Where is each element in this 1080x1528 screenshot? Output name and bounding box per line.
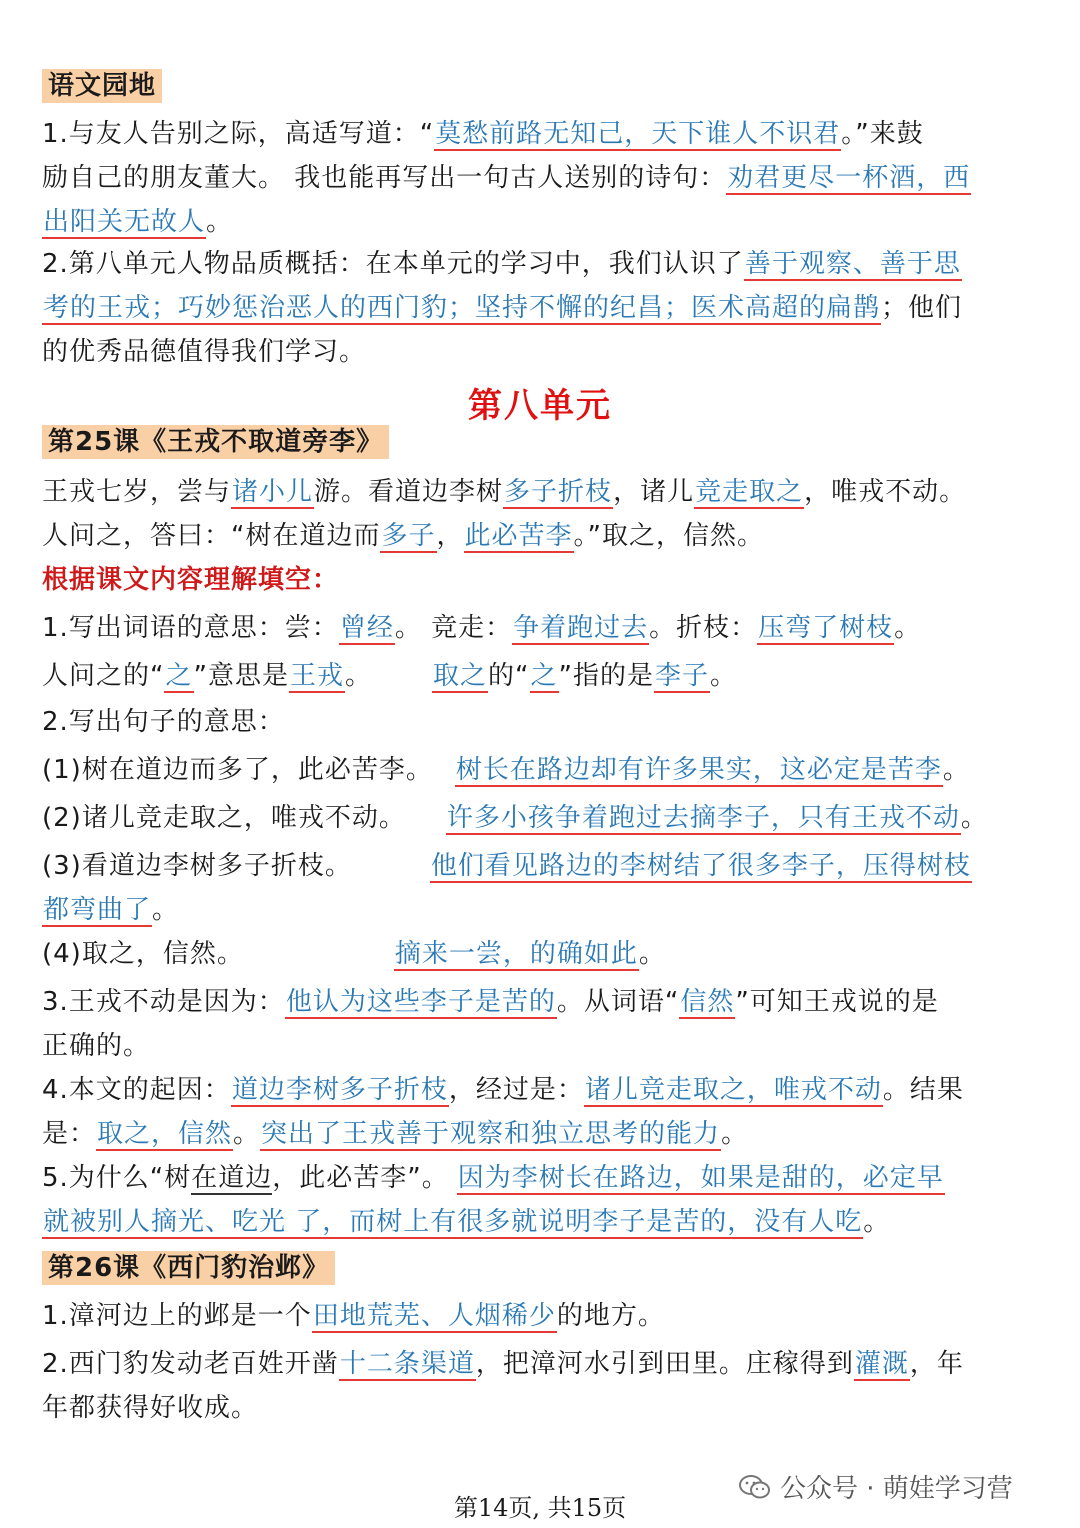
- lesson-25-heading-block: [42, 420, 1038, 464]
- fill-title: 根据课文内容理解填空：: [42, 565, 340, 595]
- lesson-26-heading-block: [42, 1246, 1038, 1290]
- fill-title-block: [42, 558, 1038, 602]
- watermark-text: 公众号 · 萌娃学习营: [780, 1474, 1013, 1504]
- answer: 莫愁前路无知己，天下谁人不识君: [435, 119, 841, 149]
- lesson-heading: 第26课《西门豹治邺》: [42, 1251, 335, 1285]
- lesson-25-q2: 2.写出句子的意思：: [42, 707, 285, 737]
- section-heading: 语文园地: [42, 69, 162, 103]
- lesson-25-q3: 3.王戎不动是因为：他认为这些李子是苦的。从词语“信然”可知王戎说的是 正确的。: [42, 987, 939, 1061]
- unit-title: 第八单元: [468, 386, 612, 426]
- answer: 出阳关无故人: [43, 207, 206, 237]
- sentence-2: (2)诸儿竞走取之，唯戎不动。 许多小孩争着跑过去摘李子，只有王戎不动。: [42, 803, 988, 833]
- sentence-3: (3)看道边李树多子折枝。 他们看见路边的李树结了很多李子，压得树枝 都弯曲了。: [42, 851, 971, 925]
- lesson-25-q1: 1.写出词语的意思：尝：曾经。 竞走：争着跑过去。折枝：压弯了树枝。 人问之的“之”意思是王戎。 取之的“之”指的是李子。: [42, 613, 922, 691]
- lesson-25-q5: 5.为什么“树在道边，此必苦李”。 因为李树长在路边，如果是甜的，必定早 就被别人摘光、吃光 了，而树上有很多就说明李子是苦的，没有人吃。: [42, 1163, 944, 1237]
- section-yuwen-yuandi: [42, 64, 1038, 108]
- lesson-25-text: 王戎七岁，尝与诸小儿游。看道边李树多子折枝，诸儿竞走取之，唯戎不动。 人问之，答曰：“树在道边而多子，此必苦李。”取之，信然。: [42, 477, 967, 551]
- lesson-26-q1: 1.漳河边上的邺是一个田地荒芜、人烟稀少的地方。: [42, 1301, 665, 1331]
- answer: 考的王戎；巧妙惩治恶人的西门豹；坚持不懈的纪昌；医术高超的扁鹊: [43, 293, 881, 323]
- sentence-4: (4)取之，信然。 摘来一尝，的确如此。: [42, 939, 666, 969]
- lesson-26-q2: 2.西门豹发动老百姓开凿十二条渠道，把漳河水引到田里。庄稼得到灌溉，年 年都获得好收成。: [42, 1349, 964, 1423]
- question-2: 2.第八单元人物品质概括：在本单元的学习中，我们认识了善于观察、善于思 考的王戎；巧妙惩治恶人的西门豹；坚持不懈的纪昌；医术高超的扁鹊；他们 的优秀品德值得我们学习。: [42, 249, 963, 367]
- sentence-1: (1)树在道边而多了，此必苦李。 树长在路边却有许多果实，这必定是苦李。: [42, 755, 970, 785]
- lesson-25-q4: 4.本文的起因：道边李树多子折枝，经过是：诸儿竞走取之，唯戎不动。结果 是：取之，信然。突出了王戎善于观察和独立思考的能力。: [42, 1075, 964, 1149]
- question-1: 1.与友人告别之际，高适写道：“莫愁前路无知己，天下谁人不识君。”来鼓 励自己的朋友董大。 我也能再写出一句古人送别的诗句：劝君更尽一杯酒，西 出阳关无故人。: [42, 119, 971, 237]
- answer: 善于观察、善于思: [744, 249, 961, 279]
- page-number: 第14页, 共15页: [453, 1494, 627, 1522]
- answer: 劝君更尽一杯酒，西: [727, 163, 971, 193]
- lesson-heading: 第25课《王戎不取道旁李》: [42, 425, 389, 459]
- watermark: [738, 1468, 1013, 1505]
- wechat-icon: [738, 1473, 772, 1501]
